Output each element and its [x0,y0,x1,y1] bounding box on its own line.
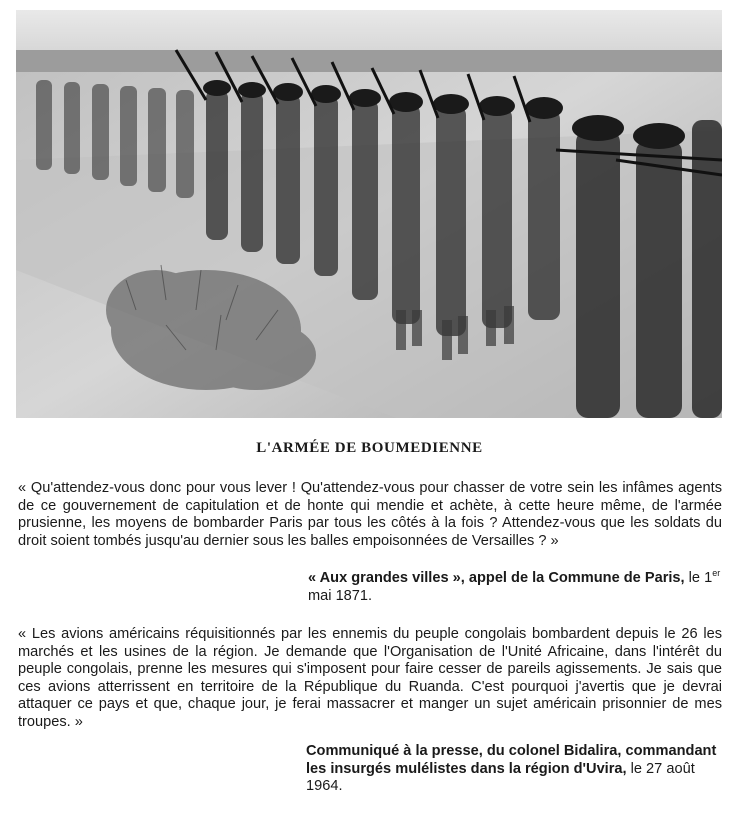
attribution-bidalira [306,743,726,796]
attribution-commune-date-prefix: le 1 [684,570,713,586]
photo-caption: L'ARMÉE DE BOUMEDIENNE [256,440,483,456]
quote-bidalira: « Les avions américains réquisitionnés par les ennemis du peuple congolais bombardent depuis le 26 les marchés et les usines de la région. Je demande que l'Organisation de l'Unité Africaine, dans l'intérêt du peuple congolais, prenne les mesures qui s'imposent pour faire cesser de pareils agissements. Je sais que ces avions atterrissent en territoire de la République du Ruanda. C'est pourquoi j'avertis que je devrai attaquer ce pays et que, chaque jour, je ferai massacrer et manger un sujet américain prisonnier de mes troupes. » [18,626,722,730]
marching-soldiers-photo [16,10,722,418]
attribution-commune-title: « Aux grandes villes », appel de la Commune de Paris, [308,570,685,586]
attribution-bidalira-date: le 27 août 1964. [306,760,695,795]
attribution-commune-date-sup: er [712,568,721,579]
attribution-bidalira-title: Communiqué à la presse, du colonel Bidalira, commandant les insurgés mulélistes dans la région d'Uvira, [306,743,717,777]
quote-commune: « Qu'attendez-vous donc pour vous lever ! Qu'attendez-vous pour chasser de votre sein les infâmes agents de ce gouvernement de capitulation et de honte qui mendie et achète, à cette heure même, de l'armée prusienne, les moyens de bombarder Paris par tous les côtés à la fois ? Attendez-vous que les soldats du droit soient tombés jusqu'au dernier sous les balles empoisonnées de Versailles ? » [18,480,722,549]
attribution-commune-date-suffix: mai 1871. [308,587,373,604]
attribution-commune [308,570,724,605]
